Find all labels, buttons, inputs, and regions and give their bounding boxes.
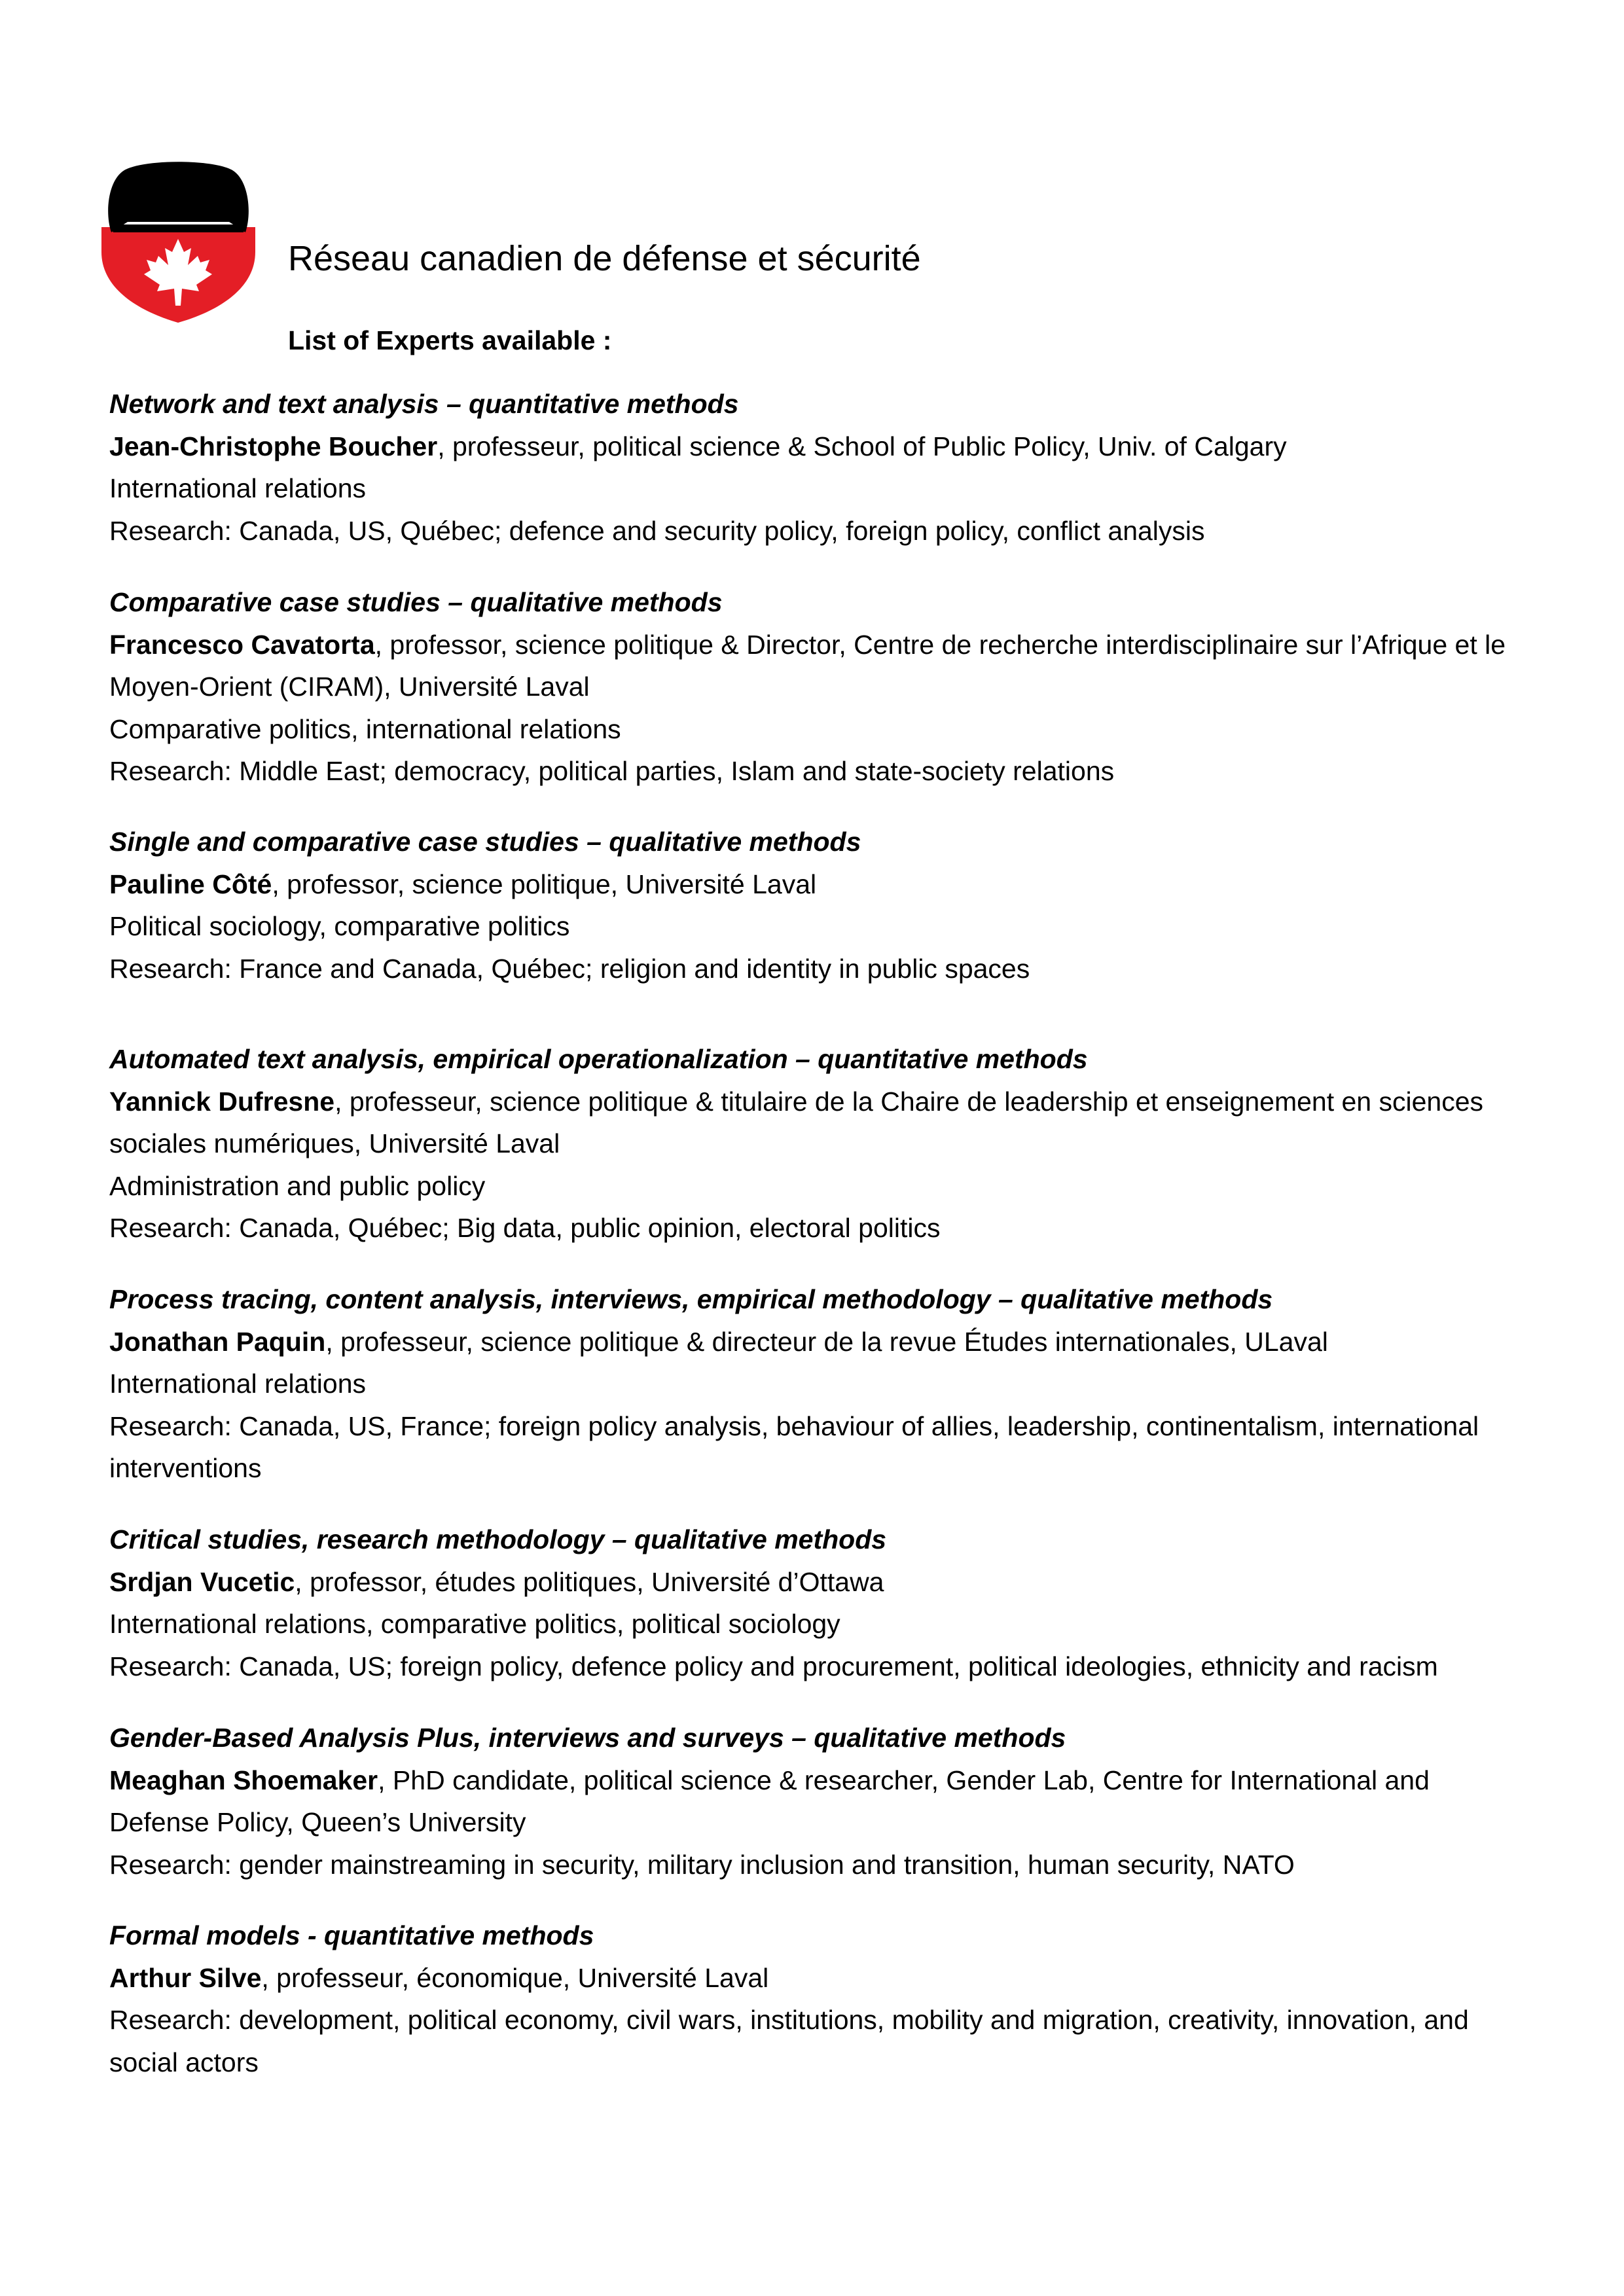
expert-entry <box>109 1518 1530 1687</box>
expert-field: Political sociology, comparative politics <box>109 911 570 941</box>
method-heading: Gender-Based Analysis Plus, interviews and surveys – qualitative methods <box>109 1723 1066 1753</box>
expert-field: Comparative politics, international relations <box>109 713 621 744</box>
expert-entry <box>109 1038 1530 1249</box>
expert-entry <box>109 1717 1530 1886</box>
maple-leaf-shield-icon <box>98 154 259 324</box>
method-heading: Network and text analysis – quantitative methods <box>109 389 739 419</box>
expert-field: Administration and public policy <box>109 1170 486 1201</box>
list-title: List of Experts available : <box>288 325 612 355</box>
expert-field: International relations <box>109 473 367 503</box>
expert-research: Research: France and Canada, Québec; religion and identity in public spaces <box>109 953 1030 984</box>
expert-name: Jean-Christophe Boucher <box>109 431 438 461</box>
method-heading: Automated text analysis, empirical operationalization – quantitative methods <box>109 1044 1088 1074</box>
expert-entry <box>109 821 1530 990</box>
expert-research: Research: Canada, US, France; foreign policy analysis, behaviour of allies, leadership, continentalism, international interventions <box>109 1410 1479 1483</box>
expert-research: Research: Middle East; democracy, political parties, Islam and state-society relations <box>109 756 1115 786</box>
expert-position: , professor, science politique & Director, Centre de recherche interdisciplinaire sur l’Afrique et le Moyen-Orient (CIRAM), Université Laval <box>109 629 1506 702</box>
expert-name: Yannick Dufresne <box>109 1086 335 1117</box>
shield-black-band <box>110 224 247 232</box>
expert-entry <box>109 1278 1530 1490</box>
expert-research: Research: Canada, US, Québec; defence and security policy, foreign policy, conflict analysis <box>109 515 1205 546</box>
expert-name: Meaghan Shoemaker <box>109 1765 378 1795</box>
method-heading: Process tracing, content analysis, interviews, empirical methodology – qualitative methods <box>109 1284 1273 1314</box>
expert-name: Srdjan Vucetic <box>109 1566 295 1597</box>
expert-position: , professeur, économique, Université Laval <box>261 1962 769 1993</box>
expert-research: Research: Canada, Québec; Big data, public opinion, electoral politics <box>109 1213 941 1243</box>
expert-position: , PhD candidate, political science & researcher, Gender Lab, Centre for International and Defense Policy, Queen’s University <box>109 1765 1430 1837</box>
expert-name: Arthur Silve <box>109 1962 262 1993</box>
expert-position: , professor, études politiques, Université d’Ottawa <box>295 1566 884 1597</box>
shield-black-top <box>108 162 249 232</box>
method-heading: Critical studies, research methodology – qualitative methods <box>109 1524 887 1554</box>
expert-position: , professeur, science politique & directeur de la revue Études internationales, ULaval <box>325 1326 1328 1357</box>
expert-research: Research: Canada, US; foreign policy, defence policy and procurement, political ideologies, ethnicity and racism <box>109 1651 1438 1681</box>
method-heading: Formal models - quantitative methods <box>109 1920 594 1950</box>
expert-position: , professeur, science politique & titulaire de la Chaire de leadership et enseignement en sciences sociales numériques, Université Laval <box>109 1086 1484 1158</box>
expert-position: , professor, science politique, Université Laval <box>272 869 817 899</box>
expert-field: International relations, comparative politics, political sociology <box>109 1609 840 1639</box>
method-heading: Comparative case studies – qualitative methods <box>109 587 723 617</box>
expert-research: Research: gender mainstreaming in security, military inclusion and transition, human security, NATO <box>109 1849 1295 1880</box>
expert-name: Pauline Côté <box>109 869 272 899</box>
expert-research: Research: development, political economy, civil wars, institutions, mobility and migration, creativity, innovation, and social actors <box>109 2005 1469 2077</box>
expert-field: International relations <box>109 1369 367 1399</box>
expert-name: Francesco Cavatorta <box>109 629 375 660</box>
expert-entry <box>109 383 1530 552</box>
expert-position: , professeur, political science & School of Public Policy, Univ. of Calgary <box>437 431 1287 461</box>
organization-title: Réseau canadien de défense et sécurité <box>288 239 921 278</box>
expert-entry <box>109 581 1530 793</box>
expert-entry <box>109 1914 1530 2083</box>
method-heading: Single and comparative case studies – qualitative methods <box>109 827 861 857</box>
expert-name: Jonathan Paquin <box>109 1326 326 1357</box>
